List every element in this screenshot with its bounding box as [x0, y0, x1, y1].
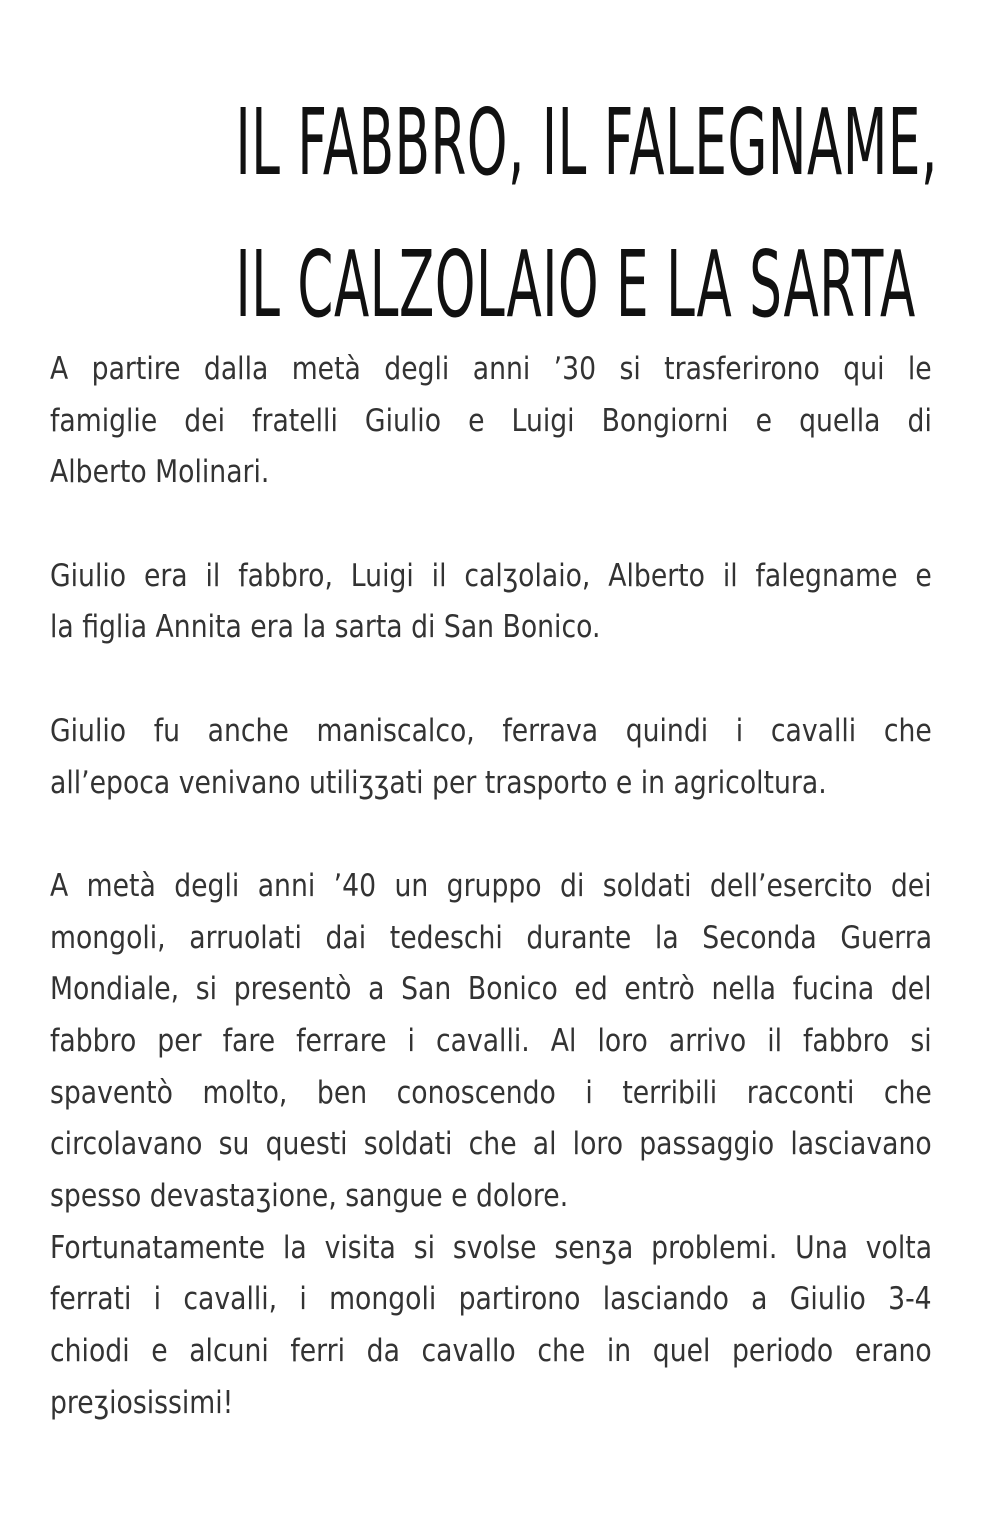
paragraph-line: Giulio era il fabbro, Luigi il calʒolaio, Alberto il falegname e [50, 557, 932, 594]
paragraph-gap [50, 499, 932, 551]
paragraph-line: mongoli, arruolati dai tedeschi durante la Seconda Guerra [50, 919, 932, 956]
paragraph-gap [50, 809, 932, 861]
title-line-2: IL CALZOLAIO E LA SARTA [235, 231, 916, 338]
paragraph-line: fabbro per fare ferrare i cavalli. Al loro arrivo il fabbro si [50, 1022, 932, 1059]
paragraph-3 [50, 706, 932, 809]
page-title [235, 72, 938, 356]
paragraph-line: Mondiale, si presentò a San Bonico ed entrò nella fucina del [50, 971, 932, 1008]
paragraph-line: A partire dalla metà degli anni ’30 si trasferirono qui le [50, 351, 932, 387]
paragraph-line: spesso devastaʒione, sangue e dolore. [50, 1178, 569, 1214]
paragraph-line: A metà degli anni ’40 un gruppo di soldati dell’esercito dei [50, 867, 932, 904]
paragraph-1 [50, 344, 932, 499]
title-line-1: IL FABBRO, IL FALEGNAME, [235, 89, 938, 196]
paragraph-line: Fortunatamente la visita si svolse senʒa problemi. Una volta [50, 1229, 932, 1266]
paragraph-2 [50, 551, 932, 654]
paragraph-line: circolavano su questi soldati che al loro passaggio lasciavano [50, 1126, 932, 1163]
paragraph-line: la figlia Annita era la sarta di San Bonico. [50, 609, 601, 646]
paragraph-gap [50, 654, 932, 706]
paragraph-4 [50, 861, 932, 1430]
paragraph-line: Alberto Molinari. [50, 454, 270, 491]
paragraph-line: all’epoca venivano utiliʒʒati per trasporto e in agricoltura. [50, 764, 827, 801]
paragraph-line: chiodi e alcuni ferri da cavallo che in quel periodo erano [50, 1333, 932, 1370]
paragraph-line: Giulio fu anche maniscalco, ferrava quindi i cavalli che [50, 712, 932, 749]
article-body [50, 344, 932, 1429]
paragraph-line: ferrati i cavalli, i mongoli partirono lasciando a Giulio 3-4 [50, 1281, 932, 1318]
paragraph-line: famiglie dei fratelli Giulio e Luigi Bongiorni e quella di [50, 402, 932, 439]
paragraph-line: spaventò molto, ben conoscendo i terribili racconti che [50, 1074, 932, 1111]
paragraph-line: preʒiosissimi! [50, 1384, 234, 1421]
